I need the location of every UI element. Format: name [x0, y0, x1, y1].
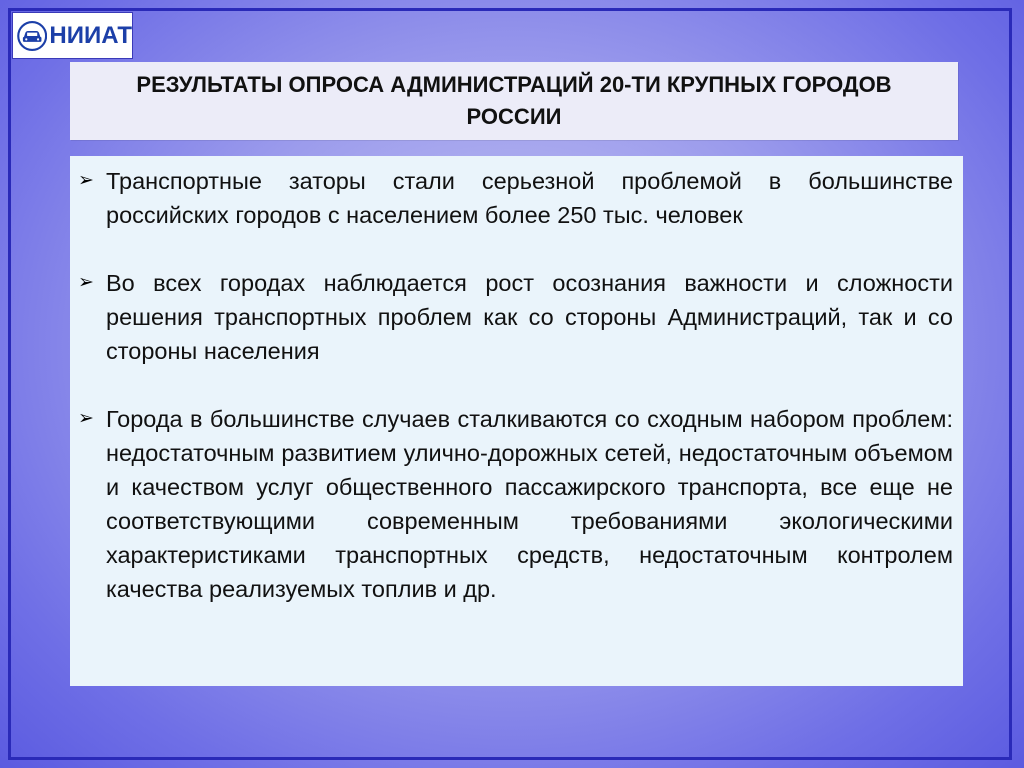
logo-text: НИИАТ [49, 21, 132, 49]
page-title: РЕЗУЛЬТАТЫ ОПРОСА АДМИНИСТРАЦИЙ 20-ТИ КРУПНЫХ ГОРОДОВ РОССИИ [136, 72, 892, 129]
bullet-text: Транспортные заторы стали серьезной проблемой в большинстве российских городов с населением более 250 тыс. человек [106, 168, 953, 228]
bullet-item [78, 164, 953, 232]
bullet-text: Во всех городах наблюдается рост осознания важности и сложности решения транспортных проблем как со стороны Администраций, так и со стороны населения [106, 270, 953, 364]
arrow-bullet-icon: ➢ [78, 170, 94, 191]
arrow-bullet-icon: ➢ [78, 408, 94, 429]
title-box [70, 62, 958, 140]
bullet-item [78, 402, 953, 606]
niiat-logo [12, 12, 133, 59]
arrow-bullet-icon: ➢ [78, 272, 94, 293]
bullet-item [78, 266, 953, 368]
car-emblem-icon [17, 18, 47, 54]
content-box [70, 156, 963, 686]
bullet-text: Города в большинстве случаев сталкиваются со сходным набором проблем: недостаточным развитием улично-дорожных сетей, недостаточным объемом и качеством услуг общественного пассажирского транспорта, все еще не соответствующими современным требованиями экологическими характеристиками транспортных средств, недостаточным контролем качества реализуемых топлив и др. [106, 406, 953, 602]
